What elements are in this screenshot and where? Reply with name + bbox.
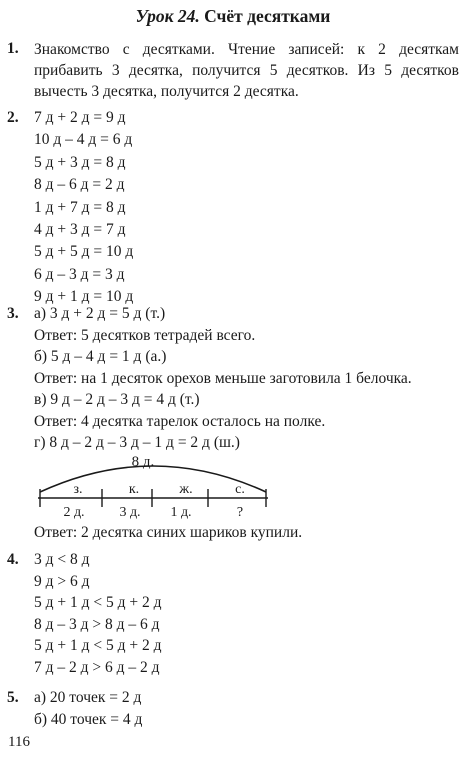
conversion-line: а) 20 точек = 2 д [34, 689, 142, 706]
segment-top-label: з. [73, 482, 83, 497]
segment-bottom-label: 1 д. [170, 505, 192, 520]
equation-line: 9 д + 1 д = 10 д [34, 288, 134, 306]
comparison-line: 5 д + 1 д < 5 д + 2 д [34, 594, 162, 611]
solution-line: Ответ: 4 десятка тарелок осталось на полке. [34, 412, 326, 430]
page-number: 116 [8, 734, 30, 750]
comparison-line: 3 д < 8 д [34, 551, 90, 568]
equation-line: 5 д + 5 д = 10 д [34, 243, 134, 261]
equation-line: 6 д – 3 д = 3 д [34, 265, 125, 283]
segment-bottom-label: 2 д. [63, 505, 85, 520]
conversion-line: б) 40 точек = 4 д [34, 710, 143, 728]
segment-bottom-label: ? [236, 505, 244, 520]
task-4-number: 4. [7, 551, 19, 568]
task-2-number: 2. [7, 109, 19, 126]
solution-line: б) 5 д – 4 д = 1 д (а.) [34, 348, 167, 365]
equation-line: 7 д + 2 д = 9 д [34, 109, 126, 126]
segment-top-label: ж. [179, 482, 193, 497]
task-1-number: 1. [7, 40, 19, 57]
solution-line: а) 3 д + 2 д = 5 д (т.) [34, 305, 166, 322]
solution-line: Ответ: на 1 десяток орехов меньше заготовила 1 белочка. [34, 369, 412, 387]
solution-line: Ответ: 5 десятков тетрадей всего. [34, 326, 256, 344]
comparison-line: 9 д > 6 д [34, 572, 90, 590]
total-label: 8 д. [131, 454, 155, 470]
task-3-answer-g: Ответ: 2 десятка синих шариков купили. [34, 524, 303, 541]
comparison-line: 5 д + 1 д < 5 д + 2 д [34, 637, 162, 654]
comparison-line: 7 д – 2 д > 6 д – 2 д [34, 658, 160, 676]
equation-line: 1 д + 7 д = 8 д [34, 198, 126, 216]
lesson-topic: Счёт десятками [204, 6, 331, 26]
segment-top-label: с. [235, 482, 245, 497]
equation-line: 4 д + 3 д = 7 д [34, 221, 126, 238]
equation-line: 8 д – 6 д = 2 д [34, 176, 125, 194]
solution-line: в) 9 д – 2 д – 3 д = 4 д (т.) [34, 391, 200, 408]
lesson-number: Урок 24. [135, 6, 200, 26]
equation-line: 10 д – 4 д = 6 д [34, 131, 133, 149]
task-1-text: Знакомство с десятками. Чтение записей: к 2 десяткам прибавить 3 десятка, получится 5 десятков. Из 5 десятков вычесть 3 десятка, получится 2 десятка. [34, 41, 459, 100]
segment-bottom-label: 3 д. [119, 505, 141, 520]
task-3-number: 3. [7, 305, 19, 322]
solution-line: г) 8 д – 2 д – 3 д – 1 д = 2 д (ш.) [34, 434, 240, 451]
task-5-number: 5. [7, 689, 19, 706]
segment-top-label: к. [128, 482, 140, 497]
comparison-line: 8 д – 3 д > 8 д – 6 д [34, 615, 160, 633]
equation-line: 5 д + 3 д = 8 д [34, 153, 126, 171]
